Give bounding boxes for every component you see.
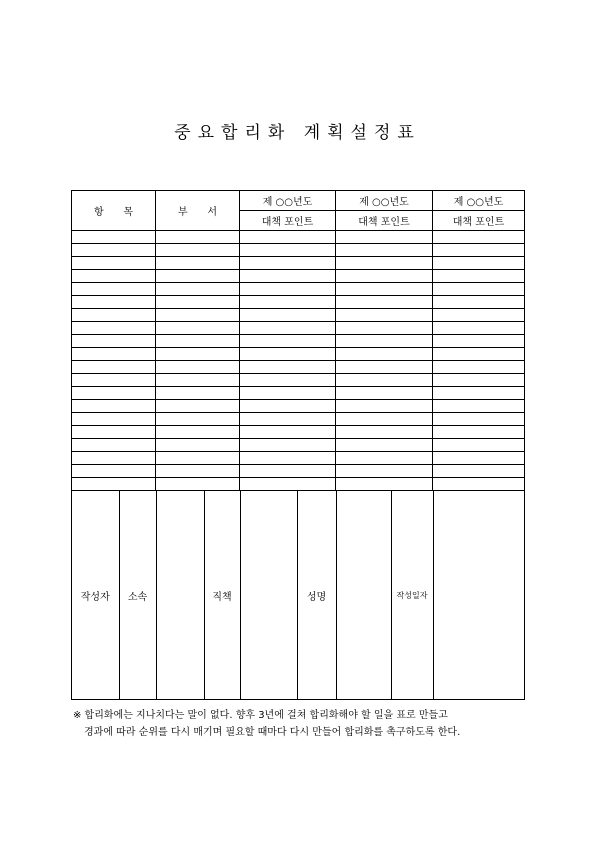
table-cell[interactable]	[240, 322, 336, 335]
table-row	[72, 413, 525, 426]
table-cell[interactable]	[336, 348, 433, 361]
header-point-2: 대책 포인트	[336, 211, 433, 231]
table-cell[interactable]	[433, 387, 525, 400]
table-cell[interactable]	[336, 244, 433, 257]
plan-table	[71, 190, 525, 700]
table-cell[interactable]	[433, 257, 525, 270]
header-year-3: 제 ○○년도	[433, 191, 525, 211]
table-cell[interactable]	[240, 309, 336, 322]
table-cell[interactable]	[72, 413, 156, 426]
table-cell[interactable]	[156, 322, 240, 335]
table-cell[interactable]	[156, 439, 240, 452]
table-cell[interactable]	[336, 335, 433, 348]
table-row	[72, 478, 525, 491]
table-cell[interactable]	[156, 244, 240, 257]
table-row	[72, 400, 525, 413]
table-cell[interactable]	[336, 387, 433, 400]
header-point-3: 대책 포인트	[433, 211, 525, 231]
table-cell[interactable]	[336, 309, 433, 322]
table-cell[interactable]	[156, 309, 240, 322]
table-cell[interactable]	[336, 478, 433, 491]
table-cell[interactable]	[72, 283, 156, 296]
table-cell[interactable]	[433, 348, 525, 361]
table-cell[interactable]	[72, 387, 156, 400]
date-label: 작성일자	[391, 491, 433, 699]
header-row-1	[72, 191, 525, 211]
table-cell[interactable]	[240, 296, 336, 309]
table-cell[interactable]	[156, 400, 240, 413]
table-cell[interactable]	[156, 257, 240, 270]
table-cell[interactable]	[240, 439, 336, 452]
note-line-2: 경과에 따라 순위를 다시 매기며 필요할 때마다 다시 만들어 합리화를 촉구하도록 한다.	[84, 727, 461, 738]
table-cell[interactable]	[433, 478, 525, 491]
table-row	[72, 387, 525, 400]
table-cell[interactable]	[156, 283, 240, 296]
table-cell[interactable]	[72, 400, 156, 413]
table-cell[interactable]	[433, 244, 525, 257]
table-cell[interactable]	[72, 335, 156, 348]
name-field[interactable]	[336, 491, 391, 699]
table-cell[interactable]	[156, 270, 240, 283]
table-cell[interactable]	[433, 309, 525, 322]
header-year-1: 제 ○○년도	[240, 191, 336, 211]
table-cell[interactable]	[156, 361, 240, 374]
table-cell[interactable]	[433, 400, 525, 413]
table-cell[interactable]	[240, 348, 336, 361]
table-cell[interactable]	[240, 413, 336, 426]
table-cell[interactable]	[433, 335, 525, 348]
table-cell[interactable]	[240, 374, 336, 387]
table-cell[interactable]	[336, 426, 433, 439]
writer-label: 작성자	[72, 491, 119, 699]
table-cell[interactable]	[156, 348, 240, 361]
table-cell[interactable]	[240, 465, 336, 478]
table-cell[interactable]	[336, 296, 433, 309]
table-cell[interactable]	[336, 439, 433, 452]
table-cell[interactable]	[72, 296, 156, 309]
header-item-char-1: 항	[94, 207, 104, 218]
table-cell[interactable]	[433, 465, 525, 478]
header-item	[72, 191, 156, 231]
table-cell[interactable]	[240, 400, 336, 413]
table-cell[interactable]	[336, 413, 433, 426]
date-field[interactable]	[433, 491, 525, 699]
table-cell[interactable]	[240, 270, 336, 283]
table-cell[interactable]	[72, 309, 156, 322]
table-cell[interactable]	[240, 452, 336, 465]
table-cell[interactable]	[433, 361, 525, 374]
table-cell[interactable]	[72, 257, 156, 270]
name-label: 성명	[297, 491, 336, 699]
table-cell[interactable]	[336, 270, 433, 283]
table-cell[interactable]	[72, 426, 156, 439]
table-row	[72, 439, 525, 452]
header-year-2: 제 ○○년도	[336, 191, 433, 211]
table-cell[interactable]	[433, 439, 525, 452]
table-cell[interactable]	[156, 426, 240, 439]
table-cell[interactable]	[72, 452, 156, 465]
header-item-char-2: 목	[123, 207, 133, 218]
table-cell[interactable]	[156, 465, 240, 478]
table-cell[interactable]	[433, 426, 525, 439]
table-row	[72, 335, 525, 348]
table-cell[interactable]	[240, 244, 336, 257]
position-field[interactable]	[240, 491, 297, 699]
header-point-1: 대책 포인트	[240, 211, 336, 231]
note-line-1: ※ 합리화에는 지나치다는 말이 없다. 향후 3년에 걸쳐 합리화해야 할 일을 표로 만들고	[73, 710, 448, 721]
table-cell[interactable]	[240, 283, 336, 296]
table-cell[interactable]	[156, 296, 240, 309]
table-cell[interactable]	[72, 244, 156, 257]
affiliation-field[interactable]	[156, 491, 204, 699]
table-row	[72, 452, 525, 465]
table-cell[interactable]	[156, 335, 240, 348]
table-cell[interactable]	[156, 374, 240, 387]
header-dept-char-2: 서	[207, 207, 217, 218]
table-cell[interactable]	[240, 387, 336, 400]
table-cell[interactable]	[336, 283, 433, 296]
table-cell[interactable]	[156, 387, 240, 400]
table-row	[72, 283, 525, 296]
table-row	[72, 361, 525, 374]
table-cell[interactable]	[433, 270, 525, 283]
table-cell[interactable]	[156, 231, 240, 244]
table-cell[interactable]	[433, 283, 525, 296]
table-row	[72, 322, 525, 335]
table-cell[interactable]	[433, 296, 525, 309]
table-cell[interactable]	[336, 400, 433, 413]
table-cell[interactable]	[72, 361, 156, 374]
position-label: 직책	[204, 491, 240, 699]
notes	[73, 707, 533, 741]
table-cell[interactable]	[433, 413, 525, 426]
table-cell[interactable]	[433, 322, 525, 335]
affiliation-label: 소속	[119, 491, 156, 699]
footer-row	[72, 491, 525, 700]
table-cell[interactable]	[240, 257, 336, 270]
table-cell[interactable]	[72, 322, 156, 335]
table-cell[interactable]	[72, 465, 156, 478]
table-cell[interactable]	[240, 478, 336, 491]
table-row	[72, 465, 525, 478]
table-cell[interactable]	[156, 413, 240, 426]
table-cell[interactable]	[240, 231, 336, 244]
table-row	[72, 244, 525, 257]
table-cell[interactable]	[433, 231, 525, 244]
table-cell[interactable]	[156, 478, 240, 491]
table-row	[72, 231, 525, 244]
table-cell[interactable]	[240, 426, 336, 439]
table-cell[interactable]	[72, 348, 156, 361]
table-cell[interactable]	[433, 452, 525, 465]
table-cell[interactable]	[72, 439, 156, 452]
table-cell[interactable]	[72, 231, 156, 244]
table-row	[72, 348, 525, 361]
table-cell[interactable]	[433, 374, 525, 387]
table-cell[interactable]	[336, 374, 433, 387]
table-row	[72, 374, 525, 387]
table-row	[72, 270, 525, 283]
header-department	[156, 191, 240, 231]
table-cell[interactable]	[336, 257, 433, 270]
table-cell[interactable]	[156, 452, 240, 465]
header-dept-char-1: 부	[178, 207, 188, 218]
table-cell[interactable]	[72, 270, 156, 283]
table-row	[72, 309, 525, 322]
table-cell[interactable]	[336, 452, 433, 465]
page-title: 중요합리화 계획설정표	[174, 123, 421, 143]
table-cell[interactable]	[336, 322, 433, 335]
table-cell[interactable]	[72, 374, 156, 387]
table-cell[interactable]	[72, 478, 156, 491]
table-row	[72, 257, 525, 270]
table-cell[interactable]	[240, 335, 336, 348]
table-cell[interactable]	[336, 361, 433, 374]
table-row	[72, 296, 525, 309]
table-cell[interactable]	[336, 465, 433, 478]
table-cell[interactable]	[336, 231, 433, 244]
table-cell[interactable]	[240, 361, 336, 374]
table-row	[72, 426, 525, 439]
